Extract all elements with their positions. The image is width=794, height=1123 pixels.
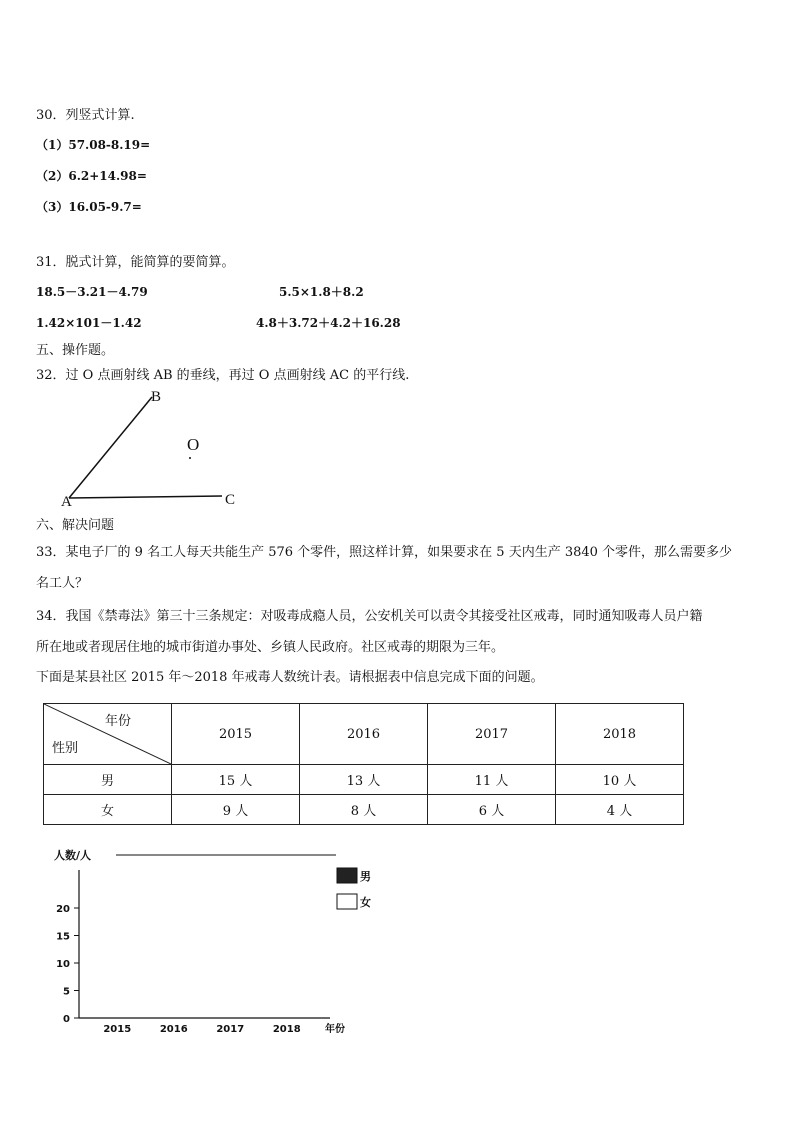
label-a: A <box>61 494 72 510</box>
q30-title: 30．列竖式计算. <box>36 108 135 123</box>
table-row <box>44 765 684 795</box>
chart-y-axis-label: 人数/人 <box>54 849 92 862</box>
chart-y-tick-label: 20 <box>56 904 70 915</box>
chart-x-tick-label: 2016 <box>159 1024 188 1035</box>
q34-line-1: 34．我国《禁毒法》第三十三条规定：对吸毒成瘾人员，公安机关可以责令其接受社区戒毒，同时通知吸毒人员户籍 <box>36 609 703 624</box>
chart-x-tick-label: 2017 <box>216 1024 245 1035</box>
table-row <box>44 795 684 825</box>
table-corner-cell <box>44 704 172 765</box>
statistics-table <box>43 703 684 825</box>
table-cell: 6 人 <box>428 795 556 825</box>
chart-x-tick-label: 2018 <box>272 1024 301 1035</box>
section-6-heading: 六、解决问题 <box>36 518 115 533</box>
q32-title: 32．过 O 点画射线 AB 的垂线，再过 O 点画射线 AC 的平行线. <box>36 368 410 383</box>
q31-expr-4: 4.8＋3.72＋4.2＋16.28 <box>256 316 401 330</box>
section-5-heading: 五、操作题。 <box>36 343 115 358</box>
chart-legend-swatch <box>337 894 357 909</box>
chart-x-tick-label: 2015 <box>103 1024 132 1035</box>
q33-line-1: 33．某电子厂的 9 名工人每天共能生产 576 个零件，照这样计算，如果要求在 5 天内生产 3840 个零件，那么需要多少 <box>36 545 733 560</box>
ray-ab <box>69 397 152 498</box>
point-o <box>189 457 191 459</box>
q31-expr-2: 5.5×1.8＋8.2 <box>279 285 364 299</box>
q34-line-3: 下面是某县社区 2015 年～2018 年戒毒人数统计表。请根据表中信息完成下面的问题。 <box>36 670 544 685</box>
corner-label-year: 年份 <box>104 714 131 729</box>
table-cell: 15 人 <box>172 765 300 795</box>
blank-bar-chart <box>40 840 400 1040</box>
corner-label-gender: 性别 <box>52 741 79 756</box>
chart-legend-swatch <box>337 868 357 883</box>
table-header-row <box>44 704 684 765</box>
table-row-label: 女 <box>44 795 172 825</box>
chart-y-tick-label: 5 <box>63 986 70 998</box>
label-o: O <box>187 435 200 454</box>
table-cell: 8 人 <box>300 795 428 825</box>
chart-y-tick-label: 10 <box>56 959 70 970</box>
table-header-cell: 2018 <box>556 704 684 765</box>
table-cell: 4 人 <box>556 795 684 825</box>
chart-legend-label: 男 <box>360 870 371 883</box>
ray-diagram <box>50 385 310 515</box>
chart-y-tick-label: 15 <box>56 931 70 943</box>
table-cell: 9 人 <box>172 795 300 825</box>
q33-line-2: 名工人？ <box>36 576 89 591</box>
table-cell: 11 人 <box>428 765 556 795</box>
q34-line-2: 所在地或者现居住地的城市街道办事处、乡镇人民政府。社区戒毒的期限为三年。 <box>36 640 505 655</box>
table-header-cell: 2016 <box>300 704 428 765</box>
q30-item-3: （3）16.05-9.7= <box>36 200 142 214</box>
q31-title: 31．脱式计算，能简算的要简算。 <box>36 255 235 270</box>
chart-legend-label: 女 <box>360 896 371 909</box>
table-header-cell: 2017 <box>428 704 556 765</box>
table-cell: 13 人 <box>300 765 428 795</box>
chart-y-tick-label: 0 <box>63 1014 70 1025</box>
q31-expr-1: 18.5－3.21－4.79 <box>36 285 148 299</box>
table-header-cell: 2015 <box>172 704 300 765</box>
label-c: C <box>225 492 236 508</box>
table-row-label: 男 <box>44 765 172 795</box>
q30-item-2: （2）6.2+14.98= <box>36 169 147 183</box>
table-cell: 10 人 <box>556 765 684 795</box>
q30-item-1: （1）57.08-8.19= <box>36 138 151 152</box>
chart-x-axis-label: 年份 <box>325 1024 345 1035</box>
q31-expr-3: 1.42×101－1.42 <box>36 316 142 330</box>
ray-ac <box>69 496 222 498</box>
label-b: B <box>151 389 162 405</box>
